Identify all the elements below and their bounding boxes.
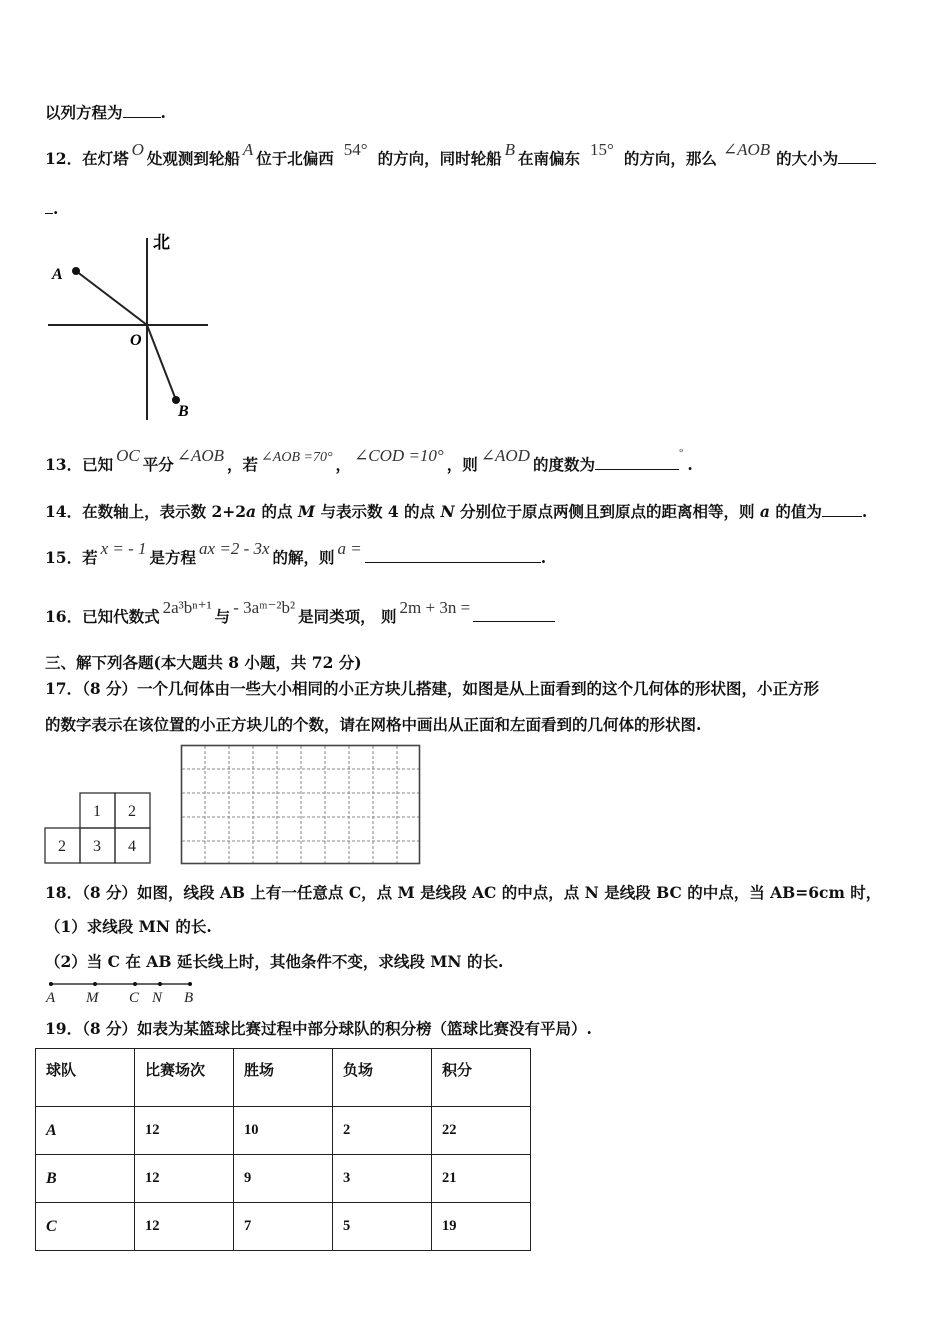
header-games: 比赛场次 xyxy=(135,1049,234,1107)
team-name: B xyxy=(36,1155,135,1203)
question-16 xyxy=(45,598,555,628)
points-cell: 21 xyxy=(432,1155,531,1203)
q13-number: 13． xyxy=(45,455,83,474)
losses-cell: 3 xyxy=(333,1155,432,1203)
q14-text-5: 的值为 xyxy=(769,502,822,521)
q12-point-a: A xyxy=(242,140,254,159)
table-header-row xyxy=(36,1049,531,1107)
games-cell: 12 xyxy=(135,1107,234,1155)
q18-line-1: 18．（8 分）如图，线段 AB 上有一任意点 C，点 M 是线段 AC 的中点，点 N 是线段 BC 的中点，当 AB=6cm 时， xyxy=(45,883,882,902)
point-n-label: N xyxy=(152,990,163,1006)
point-a-label: A xyxy=(46,990,56,1006)
label-o: O xyxy=(130,332,142,349)
q11-blank[interactable] xyxy=(123,103,161,118)
ray-ob xyxy=(147,325,176,400)
cell-bottom-3-value: 4 xyxy=(128,838,136,855)
q12-point-b: B xyxy=(504,140,516,159)
q13-text-1: 已知 xyxy=(82,455,114,474)
q15-condition: x = - 1 xyxy=(100,539,147,558)
q14-text-1: 在数轴上，表示数 2+2 xyxy=(82,502,247,521)
q16-text-1: 已知代数式 xyxy=(82,607,160,626)
q12-text-4: 的方向，同时轮船 xyxy=(377,149,502,168)
q12-text-2: 处观测到轮船 xyxy=(146,149,240,168)
q15-text-1: 若 xyxy=(82,548,98,567)
q13-comma: ， xyxy=(335,455,352,474)
q11-end: . xyxy=(160,103,166,122)
q16-text-2: 与 xyxy=(214,607,231,626)
question-15 xyxy=(45,539,547,569)
q14-point-m: M xyxy=(297,502,316,521)
q12-blank[interactable] xyxy=(838,149,876,164)
team-name: C xyxy=(36,1203,135,1251)
section-3-title: 三、解下列各题(本大题共 8 小题，共 72 分) xyxy=(45,653,362,672)
question-13 xyxy=(45,446,693,478)
q13-aod: ∠AOD xyxy=(480,446,530,465)
q14-var-a: a xyxy=(246,502,257,521)
q13-cod-value: ∠COD =10° xyxy=(354,446,444,465)
q13-text-4: ，则 xyxy=(446,455,478,474)
q18-segment-figure xyxy=(40,978,210,1008)
q15-text-3: 的解，则 xyxy=(272,548,335,567)
q12-compass-figure xyxy=(40,228,220,428)
q14-text-2: 的点 xyxy=(256,502,298,521)
question-14 xyxy=(45,501,867,523)
losses-cell: 2 xyxy=(333,1107,432,1155)
q15-a-equals: a = xyxy=(337,539,362,558)
q13-end: . xyxy=(687,455,693,474)
header-losses: 负场 xyxy=(333,1049,432,1107)
q14-text-4: 分别位于原点两侧且到原点的距离相等，则 xyxy=(454,502,760,521)
q17-line-2: 的数字表示在该位置的小正方块儿的个数，请在网格中画出从正面和左面看到的几何体的形状图. xyxy=(45,715,702,734)
q15-end: . xyxy=(540,548,547,567)
table-row xyxy=(36,1107,531,1155)
header-wins: 胜场 xyxy=(234,1049,333,1107)
q16-expression-2: - 3aᵐ⁻²b² xyxy=(233,598,296,617)
q12-cont-end: . xyxy=(53,199,59,218)
q19-line-1: 19．（8 分）如表为某篮球比赛过程中部分球队的积分榜（篮球比赛没有平局）. xyxy=(45,1019,592,1038)
label-b: B xyxy=(178,403,189,420)
q11-tail xyxy=(45,102,166,124)
q12-number: 12． xyxy=(45,149,83,168)
team-name: A xyxy=(36,1107,135,1155)
q12-text-5: 在南偏东 xyxy=(518,149,581,168)
q16-expression-3: 2m + 3n = xyxy=(399,598,471,617)
q12-continuation xyxy=(45,198,58,220)
q12-blank-cont[interactable] xyxy=(45,199,53,214)
q17-line-1: 17．（8 分）一个几何体由一些大小相同的小正方块儿搭建，如图是从上面看到的这个几何体的形状图，小正方形 xyxy=(45,679,820,698)
q12-point-o: O xyxy=(131,140,144,159)
points-cell: 19 xyxy=(432,1203,531,1251)
q15-blank[interactable] xyxy=(365,548,541,563)
q16-text-3: 是同类项， 则 xyxy=(298,607,397,626)
q14-var-a-2: a xyxy=(759,502,770,521)
q13-text-5: 的度数为 xyxy=(532,455,595,474)
q13-aob: ∠AOB xyxy=(176,446,225,465)
q15-text-2: 是方程 xyxy=(149,548,197,567)
q11-text: 以列方程为 xyxy=(45,103,123,122)
q13-aob-value: ∠AOB =70° xyxy=(261,450,333,465)
cell-top-1-value: 1 xyxy=(93,803,101,820)
q12-angle-54: 54° xyxy=(343,140,368,159)
cell-bottom-1-value: 2 xyxy=(58,838,66,855)
point-b-label: B xyxy=(184,990,194,1006)
q16-blank[interactable] xyxy=(473,607,555,622)
q14-end: . xyxy=(861,502,868,521)
wins-cell: 9 xyxy=(234,1155,333,1203)
table-row xyxy=(36,1155,531,1203)
ray-oa xyxy=(76,271,147,325)
point-m-label: M xyxy=(86,990,99,1006)
q13-blank[interactable] xyxy=(595,455,679,470)
label-a: A xyxy=(52,266,63,283)
score-table xyxy=(35,1048,531,1251)
games-cell: 12 xyxy=(135,1203,234,1251)
question-12 xyxy=(45,140,876,170)
points-cell: 22 xyxy=(432,1107,531,1155)
q16-expression-1: 2a³bⁿ⁺¹ xyxy=(162,598,212,617)
q14-blank[interactable] xyxy=(822,502,862,517)
q14-point-n: N xyxy=(440,502,455,521)
games-cell: 12 xyxy=(135,1155,234,1203)
point-a-dot xyxy=(72,267,80,275)
q17-top-view-grid xyxy=(40,788,160,868)
q13-oc: OC xyxy=(116,446,140,465)
q15-number: 15． xyxy=(45,548,83,567)
q12-angle-aob: ∠AOB xyxy=(722,140,771,159)
q18-line-3: （2）当 C 在 AB 延长线上时，其他条件不变，求线段 MN 的长. xyxy=(45,952,504,971)
north-label: 北 xyxy=(153,233,170,252)
q14-text-3: 与表示数 4 的点 xyxy=(315,502,441,521)
header-team: 球队 xyxy=(36,1049,135,1107)
q12-text-1: 在灯塔 xyxy=(82,149,129,168)
q15-equation: ax =2 - 3x xyxy=(199,539,270,558)
q13-text-3: ，若 xyxy=(227,455,259,474)
q12-text-7: 的大小为 xyxy=(776,149,839,168)
header-points: 积分 xyxy=(432,1049,531,1107)
q18-line-2: （1）求线段 MN 的长. xyxy=(45,917,212,936)
q13-text-2: 平分 xyxy=(142,455,174,474)
losses-cell: 5 xyxy=(333,1203,432,1251)
q17-drawing-grid[interactable] xyxy=(180,744,422,866)
wins-cell: 10 xyxy=(234,1107,333,1155)
table-row xyxy=(36,1203,531,1251)
cell-top-2-value: 2 xyxy=(128,803,136,820)
q16-number: 16． xyxy=(45,607,83,626)
point-c-label: C xyxy=(129,990,140,1006)
cell-bottom-2-value: 3 xyxy=(93,838,101,855)
q12-text-6: 的方向，那么 xyxy=(623,149,717,168)
q14-number: 14． xyxy=(45,502,83,521)
q13-degree: ° xyxy=(678,447,684,459)
q12-angle-15: 15° xyxy=(590,140,614,159)
q12-text-3: 位于北偏西 xyxy=(256,149,334,168)
wins-cell: 7 xyxy=(234,1203,333,1251)
